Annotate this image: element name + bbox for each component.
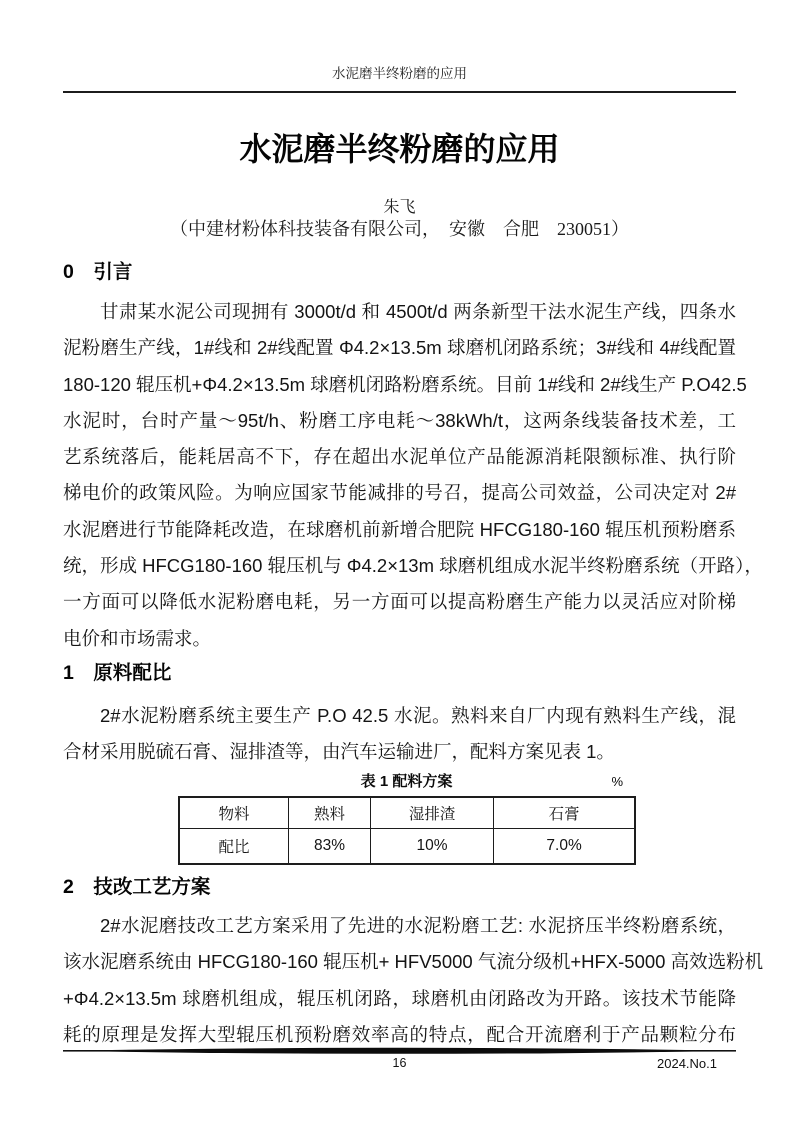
table-header-cell: 石膏 — [494, 797, 635, 829]
footer-page-number: 16 — [392, 1056, 407, 1070]
author-name: 朱飞 — [383, 199, 416, 216]
table-caption: 表 1 配料方案 — [360, 773, 453, 790]
text-line: 合材采用脱硫石膏、湿排渣等，由汽车运输进厂，配料方案见表 1。 — [63, 741, 615, 763]
footer-rule — [63, 1047, 736, 1055]
text-line: +Φ4.2×13.5m 球磨机组成，辊压机闭路，球磨机由闭路改为开路。该技术节能降 — [63, 987, 736, 1009]
table-cell: 10% — [371, 829, 494, 865]
table-caption-row — [178, 770, 635, 794]
table-batching-scheme — [178, 796, 636, 865]
section-heading-process-plan: 2 技改工艺方案 — [63, 876, 211, 898]
article-title: 水泥磨半终粉磨的应用 — [239, 131, 560, 167]
text-line: 180-120 辊压机+Φ4.2×13.5m 球磨机闭路粉磨系统。目前 1#线和 2#线生产 P.O42.5 — [63, 373, 747, 395]
text-line: 2#水泥磨技改工艺方案采用了先进的水泥粉磨工艺: 水泥挤压半终粉磨系统， — [100, 915, 736, 936]
text-line: 梯电价的政策风险。为响应国家节能减排的号召，提高公司效益，公司决定对 2# — [63, 482, 736, 504]
text-line: 统，形成 HFCG180-160 辊压机与 Φ4.2×13m 球磨机组成水泥半终粉磨系统（开路）， — [63, 555, 763, 577]
paragraph-introduction — [63, 294, 763, 657]
text-line: 该水泥磨系统由 HFCG180-160 辊压机+ HFV5000 气流分级机+HFX-5000 高效选粉机 — [63, 951, 764, 973]
table-cell: 83% — [288, 829, 370, 865]
table-cell: 配比 — [179, 829, 288, 865]
text-line: 甘肃某水泥公司现拥有 3000t/d 和 4500t/d 两条新型干法水泥生产线，四条水 — [100, 301, 736, 322]
running-head-title: 水泥磨半终粉磨的应用 — [332, 66, 467, 81]
table-unit-label: % — [611, 774, 623, 789]
footer-issue-label: 2024.No.1 — [657, 1056, 717, 1071]
text-line: 艺系统落后，能耗居高不下，存在超出水泥单位产品能源消耗限额标准、执行阶 — [63, 446, 736, 468]
section-heading-raw-material-ratio: 1 原料配比 — [63, 662, 172, 684]
text-line: 泥粉磨生产线，1#线和 2#线配置 Φ4.2×13.5m 球磨机闭路系统；3#线和 4#线配置 — [63, 337, 736, 359]
table-header-cell: 熟料 — [288, 797, 370, 829]
paragraph-process-plan — [63, 908, 764, 1053]
table-header-cell: 湿排渣 — [371, 797, 494, 829]
table-header-row — [179, 797, 635, 829]
text-line: 2#水泥粉磨系统主要生产 P.O 42.5 水泥。熟料来自厂内现有熟料生产线，混 — [100, 705, 736, 726]
table-cell: 7.0% — [494, 829, 635, 865]
header-rule — [63, 91, 736, 93]
author-affiliation: （中建材粉体科技装备有限公司， 安徽 合肥 230051） — [170, 219, 629, 239]
text-line: 电价和市场需求。 — [63, 627, 212, 649]
table-row — [179, 829, 635, 865]
text-line: 一方面可以降低水泥粉磨电耗，另一方面可以提高粉磨生产能力以灵活应对阶梯 — [63, 591, 736, 613]
paragraph-raw-material-ratio — [63, 698, 736, 771]
text-line: 水泥磨进行节能降耗改造，在球磨机前新增合肥院 HFCG180-160 辊压机预粉磨系 — [63, 518, 736, 540]
section-heading-introduction: 0 引言 — [63, 261, 133, 283]
text-line: 水泥时，台时产量～95t/h、粉磨工序电耗～38kWh/t，这两条线装备技术差，工 — [63, 409, 736, 431]
table-header-cell: 物料 — [179, 797, 288, 829]
text-line: 耗的原理是发挥大型辊压机预粉磨效率高的特点，配合开流磨利于产品颗粒分布 — [63, 1023, 736, 1045]
